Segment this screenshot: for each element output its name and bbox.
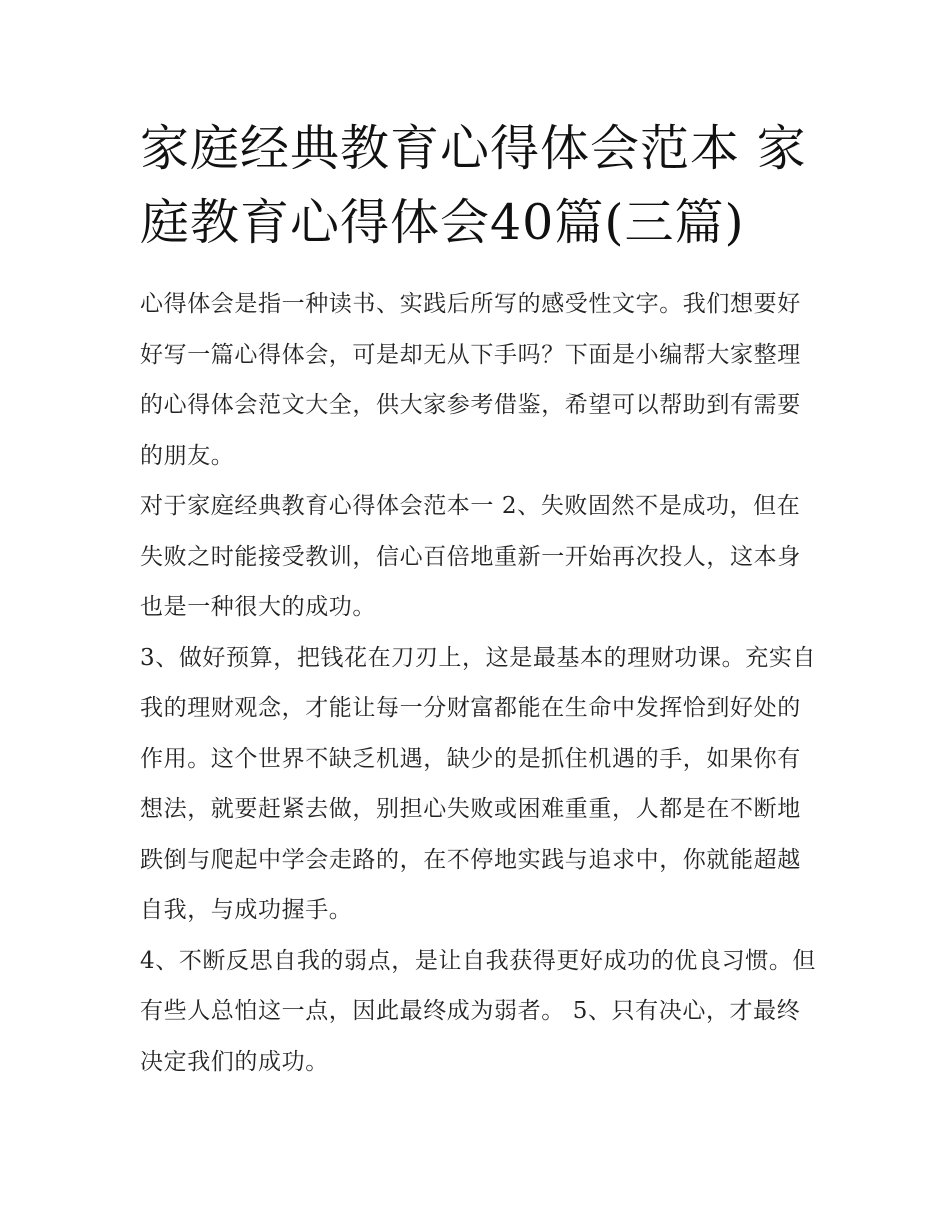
paragraph-intro: 心得体会是指一种读书、实践后所写的感受性文字。我们想要好好写一篇心得体会，可是却无从下手吗？下面是小编帮大家整理的心得体会范文大全，供大家参考借鉴，希望可以帮助到有需要的朋友。 (140, 291, 801, 469)
document-title: 家庭经典教育心得体会范本 家庭教育心得体会40篇(三篇) (140, 120, 807, 251)
document-body (140, 279, 820, 1087)
paragraph-2: 对于家庭经典教育心得体会范本一 2、失败固然不是成功，但在失败之时能接受教训，信心百倍地重新一开始再次投人，这本身也是一种很大的成功。 (140, 493, 801, 620)
paragraph-3: 3、做好预算，把钱花在刀刃上，这是最基本的理财功课。充实自我的理财观念，才能让每一分财富都能在生命中发挥恰到好处的作用。这个世界不缺乏机遇，缺少的是抓住机遇的手，如果你有想法，就要赶紧去做，别担心失败或困难重重，人都是在不断地跌倒与爬起中学会走路的，在不停地实践与追求中，你就能超越自我，与成功握手。 (140, 644, 817, 923)
paragraph-4: 4、不断反思自我的弱点，是让自我获得更好成功的优良习惯。但有些人总怕这一点，因此最终成为弱者。 5、只有决心，才最终决定我们的成功。 (140, 947, 817, 1075)
